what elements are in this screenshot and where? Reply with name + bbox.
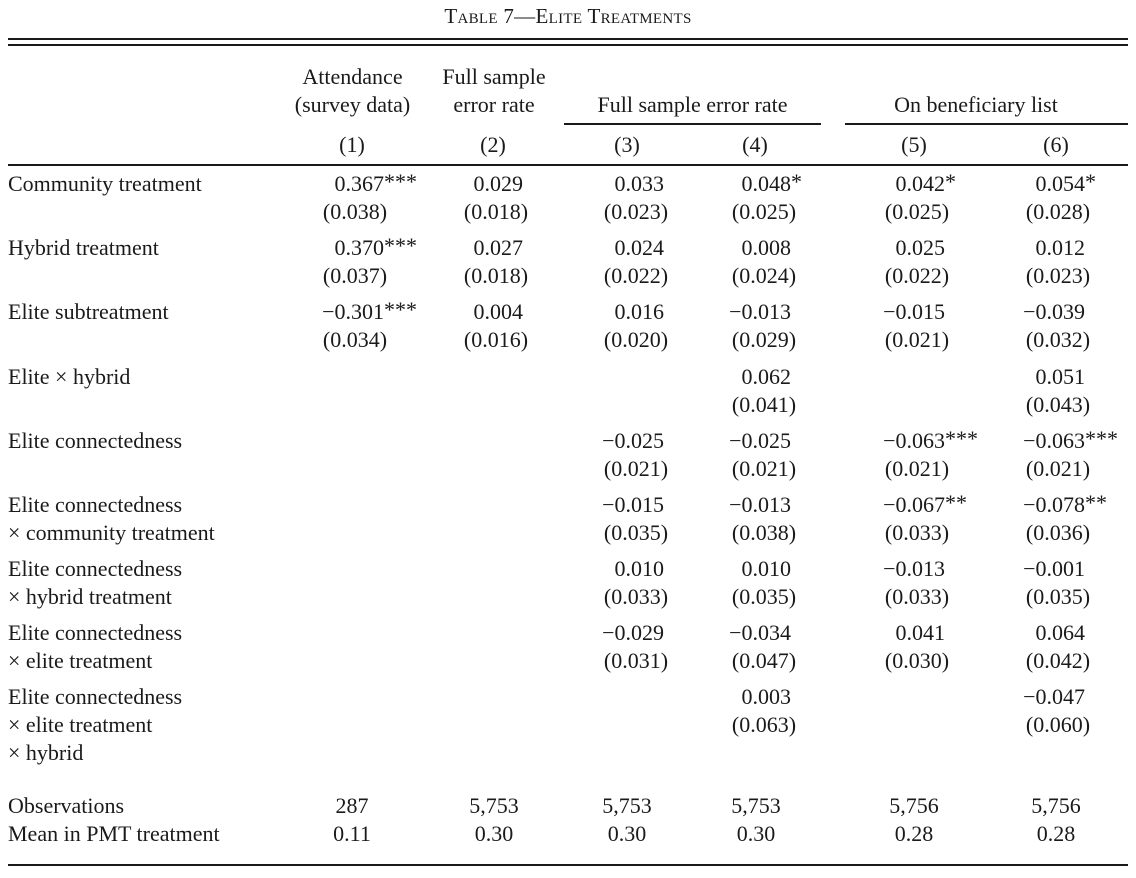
coefficient-cell — [671, 555, 791, 583]
coefficient-value: −0.001 — [1023, 556, 1085, 581]
coefficient-cell — [264, 170, 384, 198]
coefficient-cell — [825, 555, 945, 583]
standard-error-cell: (0.035) — [1025, 584, 1091, 609]
standard-error-cell: (0.034) — [322, 327, 388, 352]
top-double-rule-2 — [8, 44, 1128, 46]
coefficient-value: −0.067 — [883, 492, 945, 517]
coefficient-value: 0.024 — [614, 235, 664, 260]
coefficient-cell — [544, 170, 664, 198]
row-label-line: Elite connectedness — [8, 492, 183, 517]
row-label-line: Elite subtreatment — [8, 299, 169, 324]
coefficient-value: 0.041 — [895, 620, 945, 645]
coefficient-cell — [671, 234, 791, 262]
coefficient-value: −0.029 — [602, 620, 664, 645]
footer-value: 287 — [335, 793, 369, 818]
standard-error-cell: (0.018) — [463, 199, 529, 224]
standard-error-cell: (0.041) — [731, 392, 797, 417]
coefficient-value: 0.027 — [473, 235, 523, 260]
standard-error-cell: (0.018) — [463, 263, 529, 288]
coefficient-value: −0.025 — [729, 428, 791, 453]
row-label — [8, 234, 159, 262]
header-col34-rule — [564, 123, 821, 125]
row-label-line: × elite treatment — [8, 712, 153, 737]
coefficient-cell — [544, 619, 664, 647]
coefficient-value: 0.054 — [1035, 171, 1085, 196]
coefficient-cell — [671, 170, 791, 198]
row-label — [8, 683, 182, 767]
coefficient-value: 0.029 — [473, 171, 523, 196]
coefficient-value: 0.025 — [895, 235, 945, 260]
coefficient-cell — [825, 170, 945, 198]
coefficient-cell — [671, 427, 791, 455]
coefficient-value: 0.370 — [334, 235, 384, 260]
footer-value: 5,753 — [469, 793, 519, 818]
header-col2-line1: Full sample — [442, 64, 546, 89]
coefficient-cell — [544, 555, 664, 583]
standard-error-cell: (0.060) — [1025, 712, 1091, 737]
footer-row-label: Observations — [8, 793, 125, 818]
coefficient-cell — [403, 234, 523, 262]
coefficient-value: −0.013 — [883, 556, 945, 581]
footer-row-label: Mean in PMT treatment — [8, 821, 220, 846]
coefficient-cell — [825, 619, 945, 647]
header-col56: On beneficiary list — [894, 92, 1058, 117]
coefficient-value: −0.013 — [729, 299, 791, 324]
coefficient-cell — [825, 234, 945, 262]
top-double-rule-1 — [8, 38, 1128, 40]
standard-error-cell: (0.036) — [1025, 520, 1091, 545]
coefficient-value: 0.016 — [614, 299, 664, 324]
standard-error-cell: (0.022) — [603, 263, 669, 288]
coefficient-value: 0.004 — [473, 299, 523, 324]
row-label-line: Hybrid treatment — [8, 235, 159, 260]
row-label — [8, 555, 182, 611]
header-col2-line2: error rate — [453, 92, 535, 117]
standard-error-cell: (0.038) — [322, 199, 388, 224]
standard-error-cell: (0.020) — [603, 327, 669, 352]
standard-error-cell: (0.028) — [1025, 199, 1091, 224]
coefficient-cell — [544, 491, 664, 519]
footer-value: 0.11 — [333, 821, 371, 846]
coefficient-value: 0.051 — [1035, 364, 1085, 389]
standard-error-cell: (0.021) — [731, 456, 797, 481]
coefficient-cell — [825, 491, 945, 519]
standard-error-cell: (0.031) — [603, 648, 669, 673]
significance-stars: ** — [1085, 490, 1107, 515]
significance-stars: * — [945, 169, 956, 194]
significance-stars: * — [1085, 169, 1096, 194]
standard-error-cell: (0.024) — [731, 263, 797, 288]
coefficient-cell — [965, 555, 1085, 583]
col-number-3: (3) — [614, 132, 640, 157]
standard-error-cell: (0.032) — [1025, 327, 1091, 352]
header-col1-line2: (survey data) — [294, 92, 411, 117]
row-label — [8, 427, 182, 455]
header-col2 — [428, 63, 560, 119]
coefficient-value: 0.048 — [741, 171, 791, 196]
coefficient-value: −0.063 — [883, 428, 945, 453]
standard-error-cell: (0.035) — [603, 520, 669, 545]
row-label — [8, 363, 130, 391]
coefficient-cell — [264, 298, 384, 326]
row-label-line: × hybrid — [8, 740, 84, 765]
footer-value: 0.28 — [894, 821, 934, 846]
footer-value: 5,753 — [602, 793, 652, 818]
coefficient-value: 0.012 — [1035, 235, 1085, 260]
coefficient-cell — [544, 427, 664, 455]
header-col34: Full sample error rate — [597, 92, 788, 117]
significance-stars: * — [791, 169, 802, 194]
standard-error-cell: (0.042) — [1025, 648, 1091, 673]
row-label — [8, 619, 182, 675]
coefficient-cell — [965, 234, 1085, 262]
coefficient-cell — [671, 298, 791, 326]
coefficient-value: −0.301 — [322, 299, 384, 324]
coefficient-value: 0.042 — [895, 171, 945, 196]
coefficient-cell — [965, 170, 1085, 198]
coefficient-value: −0.039 — [1023, 299, 1085, 324]
row-label-line: Elite × hybrid — [8, 364, 131, 389]
table-title: Table 7—Elite Treatments — [444, 4, 692, 28]
header-col1-line1: Attendance — [302, 64, 403, 89]
coefficient-value: −0.063 — [1023, 428, 1085, 453]
coefficient-cell — [965, 619, 1085, 647]
col-number-6: (6) — [1043, 132, 1069, 157]
col-number-5: (5) — [901, 132, 927, 157]
coefficient-value: 0.010 — [614, 556, 664, 581]
coefficient-value: −0.078 — [1023, 492, 1085, 517]
header-col56-rule — [845, 123, 1128, 125]
coefficient-cell — [965, 427, 1085, 455]
coefficient-value: 0.367 — [334, 171, 384, 196]
row-label-line: Community treatment — [8, 171, 202, 196]
standard-error-cell: (0.029) — [731, 327, 797, 352]
coefficient-cell — [671, 683, 791, 711]
coefficient-cell — [264, 234, 384, 262]
coefficient-cell — [671, 363, 791, 391]
coefficient-cell — [403, 298, 523, 326]
coefficient-cell — [965, 298, 1085, 326]
row-label-line: Elite connectedness — [8, 556, 183, 581]
col-number-1: (1) — [339, 132, 365, 157]
coefficient-cell — [965, 491, 1085, 519]
standard-error-cell: (0.021) — [884, 456, 950, 481]
coefficient-value: 0.010 — [741, 556, 791, 581]
coefficient-value: −0.025 — [602, 428, 664, 453]
coefficient-cell — [825, 427, 945, 455]
header-col1 — [285, 63, 420, 119]
footer-value: 0.28 — [1036, 821, 1076, 846]
col-number-4: (4) — [742, 132, 768, 157]
standard-error-cell: (0.047) — [731, 648, 797, 673]
standard-error-cell: (0.043) — [1025, 392, 1091, 417]
coefficient-cell — [671, 619, 791, 647]
row-label — [8, 170, 202, 198]
footer-value: 5,756 — [1031, 793, 1081, 818]
row-label-line: × community treatment — [8, 520, 215, 545]
row-label — [8, 298, 169, 326]
row-label-line: Elite connectedness — [8, 428, 183, 453]
coefficient-cell — [544, 234, 664, 262]
row-label-line: Elite connectedness — [8, 684, 183, 709]
standard-error-cell: (0.035) — [731, 584, 797, 609]
standard-error-cell: (0.025) — [884, 199, 950, 224]
coefficient-value: −0.015 — [602, 492, 664, 517]
coefficient-value: −0.034 — [729, 620, 791, 645]
standard-error-cell: (0.037) — [322, 263, 388, 288]
coefficient-cell — [965, 683, 1085, 711]
standard-error-cell: (0.016) — [463, 327, 529, 352]
coefficient-cell — [403, 170, 523, 198]
coefficient-value: −0.047 — [1023, 684, 1085, 709]
standard-error-cell: (0.038) — [731, 520, 797, 545]
coefficient-cell — [965, 363, 1085, 391]
coefficient-value: 0.064 — [1035, 620, 1085, 645]
significance-stars: ** — [945, 490, 967, 515]
footer-value: 0.30 — [474, 821, 514, 846]
standard-error-cell: (0.022) — [884, 263, 950, 288]
footer-value: 5,756 — [889, 793, 939, 818]
standard-error-cell: (0.023) — [603, 199, 669, 224]
coefficient-cell — [544, 298, 664, 326]
standard-error-cell: (0.033) — [884, 520, 950, 545]
header-bottom-rule — [8, 164, 1128, 166]
row-label-line: Elite connectedness — [8, 620, 183, 645]
standard-error-cell: (0.023) — [1025, 263, 1091, 288]
standard-error-cell: (0.021) — [1025, 456, 1091, 481]
significance-stars: *** — [1085, 426, 1118, 451]
row-label-line: × elite treatment — [8, 648, 153, 673]
footer-value: 0.30 — [607, 821, 647, 846]
coefficient-value: 0.003 — [741, 684, 791, 709]
coefficient-cell — [825, 298, 945, 326]
standard-error-cell: (0.033) — [603, 584, 669, 609]
coefficient-value: −0.015 — [883, 299, 945, 324]
footer-value: 0.30 — [736, 821, 776, 846]
standard-error-cell: (0.025) — [731, 199, 797, 224]
coefficient-value: 0.008 — [741, 235, 791, 260]
significance-stars: *** — [384, 169, 417, 194]
row-label — [8, 491, 215, 547]
coefficient-value: −0.013 — [729, 492, 791, 517]
footer-value: 5,753 — [731, 793, 781, 818]
standard-error-cell: (0.030) — [884, 648, 950, 673]
standard-error-cell: (0.021) — [884, 327, 950, 352]
significance-stars: *** — [384, 297, 417, 322]
significance-stars: *** — [384, 233, 417, 258]
standard-error-cell: (0.021) — [603, 456, 669, 481]
row-label-line: × hybrid treatment — [8, 584, 172, 609]
col-number-2: (2) — [480, 132, 506, 157]
standard-error-cell: (0.033) — [884, 584, 950, 609]
coefficient-value: 0.033 — [614, 171, 664, 196]
significance-stars: *** — [945, 426, 978, 451]
standard-error-cell: (0.063) — [731, 712, 797, 737]
coefficient-cell — [671, 491, 791, 519]
bottom-rule — [8, 864, 1128, 866]
coefficient-value: 0.062 — [741, 364, 791, 389]
